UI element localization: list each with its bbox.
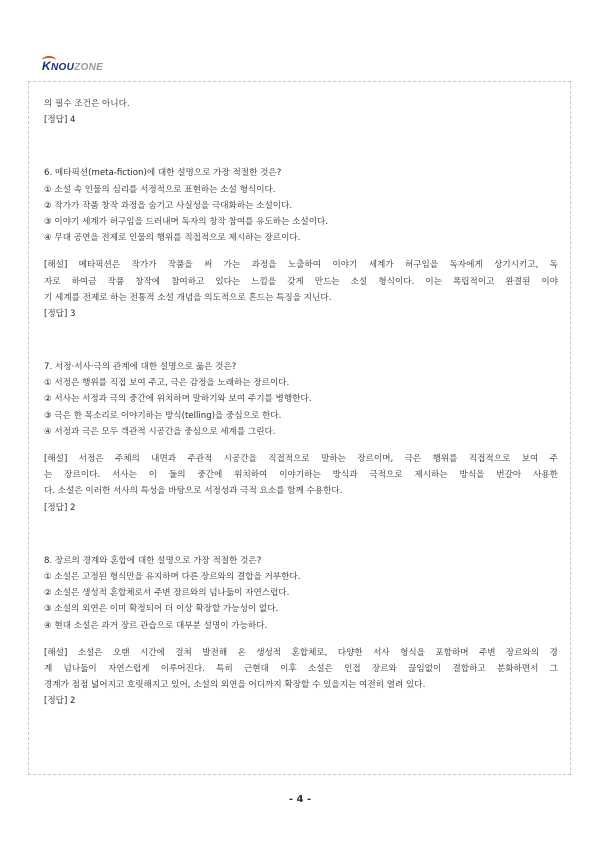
text-line: ① 서정은 행위를 직접 보여 주고, 극은 감정을 노래하는 장르이다. xyxy=(44,378,290,389)
text-line: 6. 메타픽션(meta-fiction)에 대한 설명으로 가장 적절한 것은? xyxy=(44,168,282,179)
text-line: 7. 서정·서사·극의 관계에 대한 설명으로 옳은 것은? xyxy=(44,362,237,373)
text-line: ① 소설은 고정된 형식만을 유지하며 다른 장르와의 결합을 거부한다. xyxy=(44,571,301,582)
document-body xyxy=(44,96,558,709)
text-line: ② 소설은 생성적 혼합체로서 주변 장르와의 넘나듦이 자연스럽다. xyxy=(44,588,290,599)
text-line: 8. 장르의 경계와 혼합에 대한 설명으로 가장 적절한 것은? xyxy=(44,555,262,566)
text-line: [정답] 2 xyxy=(44,696,76,707)
text-line: [정답] 4 xyxy=(44,115,76,126)
text-line: 는 장르이다. 서사는 이 둘의 중간에 위치하여 이야기하는 방식과 극적으로 제시하는 방식을 번갈아 사용한 xyxy=(44,470,558,481)
paragraph-gap xyxy=(44,634,558,645)
section-gap xyxy=(44,516,558,553)
text-line: 자로 하여금 작품 창작에 참여하고 있다는 느낌을 갖게 만드는 소설 형식이다. 이는 폭립적이고 완결된 이야 xyxy=(44,276,558,287)
text-line: ② 작가가 작품 창작 과정을 숨기고 사실성을 극대화하는 소설이다. xyxy=(44,200,293,211)
text-line: 다. 소설은 이러한 서사의 특성을 바탕으로 서정성과 극적 요소를 함께 수용한다. xyxy=(44,486,343,497)
paragraph-gap xyxy=(44,246,558,257)
text-line: ④ 무대 공연을 전제로 인물의 행위를 직접적으로 제시하는 장르이다. xyxy=(44,233,301,244)
text-line: [해설] 서정은 주체의 내면과 주관적 시공간을 직접적으로 말하는 장르이며, 극은 행위를 직접적으로 보여 주 xyxy=(44,454,558,464)
text-line: ② 서사는 서정과 극의 중간에 위치하며 말하기와 보여 주기를 병행한다. xyxy=(44,394,312,405)
text-line: ③ 이야기 세계가 허구임을 드러내며 독자의 창작 참여를 유도하는 소설이다. xyxy=(44,216,329,227)
text-line: [해설] 메타픽션은 작가가 작품을 써 가는 과정을 노출하여 이야기 세계가 허구임을 독자에게 상기시키고, 독 xyxy=(44,260,558,271)
text-line: 경계가 점점 넓어지고 호릿해지고 있어, 소설의 외연을 어디까지 확장할 수 있을지는 여전히 열려 있다. xyxy=(44,680,426,691)
text-line: [정답] 3 xyxy=(44,308,76,319)
text-line: ③ 극은 한 목소리로 이야기하는 방식(telling)을 중심으로 한다. xyxy=(44,410,282,421)
text-line: [해설] 소설은 오랜 시간에 걸쳐 발전해 온 생성적 혼합체로, 다양한 서사 형식을 포함하며 주변 장르와의 경 xyxy=(44,647,558,658)
section-gap xyxy=(44,128,558,165)
section-gap xyxy=(44,322,558,359)
text-line: [정답] 2 xyxy=(44,502,76,513)
text-line: ③ 소설의 외연은 이미 확정되어 더 이상 확장할 가능성이 없다. xyxy=(44,604,279,615)
text-line: 기 세계를 전제로 하는 전통적 소설 개념을 의도적으로 흔드는 특징을 지닌다. xyxy=(44,292,332,303)
page-number: - 4 - xyxy=(288,794,312,805)
text-line: ④ 현대 소설은 과거 장르 관습으로 대부분 설명이 가능하다. xyxy=(44,620,268,631)
logo-swoosh-icon xyxy=(42,56,56,64)
text-line: ④ 서정과 극은 모두 객관적 시공간을 중심으로 세계를 그린다. xyxy=(44,426,276,437)
text-line: 의 필수 조건은 아니다. xyxy=(44,99,130,109)
knouzone-logo: KNOUZONE xyxy=(42,60,103,74)
text-line: 계 넘나듦이 자연스럽게 이루어진다. 특히 근현대 이후 소설은 인접 장르와 끊임없이 결합하고 분화하면서 그 xyxy=(44,663,558,674)
paragraph-gap xyxy=(44,440,558,451)
text-line: ① 소설 속 인물의 심리를 서정적으로 표현하는 소설 형식이다. xyxy=(44,184,276,195)
